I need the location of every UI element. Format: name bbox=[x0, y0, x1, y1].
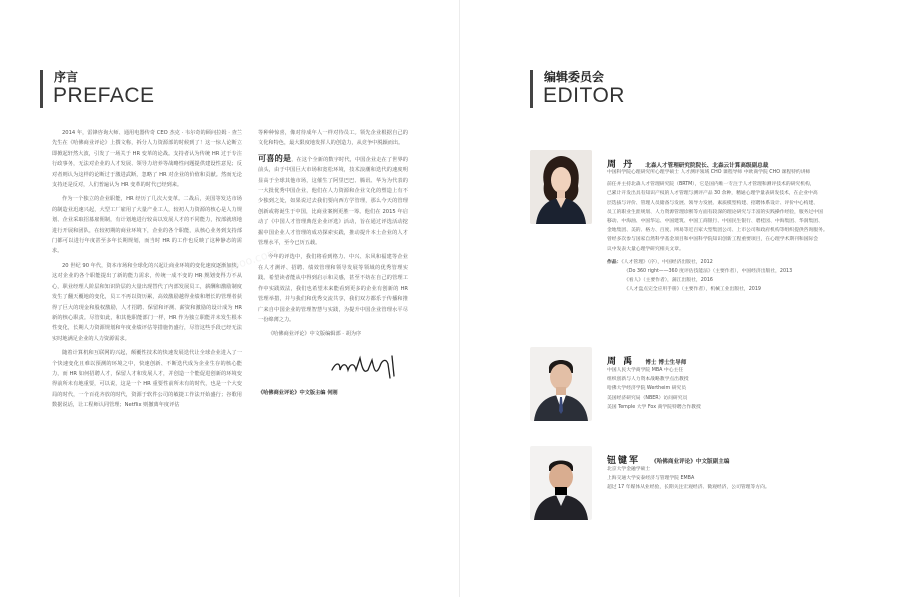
signature-caption: 《哈佛商业评论》中文版主编 何刚 bbox=[258, 389, 338, 396]
editor-member bbox=[530, 150, 910, 330]
bio-line: 组织创新与人力资本战略教学点出教授 bbox=[607, 377, 689, 383]
member-name: 周 禹 bbox=[607, 357, 635, 367]
editor-member bbox=[530, 446, 910, 526]
preface-paragraph: 等种种惊喜，像对待成年人一样对待员工。领先企业根据自己的文化和特色，最大限度地发挥人的创造力，从竞争中脱颖而出。 bbox=[258, 130, 408, 147]
bio-line: 移动、中海油、中国华运、中国建筑、中国工商银行、中国民生银行、碧桂园、中海集团、华润集团、 bbox=[607, 219, 823, 225]
member-title: 《哈佛商业评论》中文版副主编 bbox=[651, 459, 730, 465]
member-bio bbox=[607, 465, 912, 493]
member-title: 北森人才管理研究院院长、北森云计算高级副总裁 bbox=[645, 163, 769, 169]
works-item: 《Do 360 right——360 度评估技能法》（主要作者），中国经济出版社，2013 bbox=[624, 269, 793, 275]
member-photo bbox=[530, 446, 592, 520]
bio-line: 金地集团、美的、格力、百度、网易等近百家大型集团公司、上市公司和政府机构等组织提供咨询服务。 bbox=[607, 228, 828, 234]
preface-sign-note: 《哈佛商业评论》中文版编辑部 · 胡为序 bbox=[268, 331, 362, 338]
bio-line: 美国 Temple 大学 Fox 商学院特聘合作教授 bbox=[607, 404, 701, 410]
watermark: www.gooo.com bbox=[196, 245, 280, 284]
works-item: 《看人》（主要作者），蒲江出版社，2016 bbox=[624, 278, 713, 284]
bio-line: 员工的职业生涯规划、人力资源管理诊断等方面有较深的理论研究与丰富的实践操作经验，服务过中国 bbox=[607, 209, 823, 215]
works-item: 《人才盘点完全应用手册》（主要作者），机械工业出版社，2019 bbox=[624, 287, 761, 293]
bio-line: 已累计开发出具有知识产权的人才管理与测评产品 30 余种，精通心理学量表研发技术，在企业中高 bbox=[607, 191, 818, 197]
preface-paragraph: 20 世纪 90 年代，资本市场和全球化的兴起让商业环境的变化速度逐渐加快，这对企业的各个职能提出了新的能力需求，传统一成不变的 HR 规划变得力不从心，职业经理人阶层和知识阶层的大量出现替代了内部发展员工，薪酬和激励制度发生了翻天覆地的变化，员工不再以资历累，高效激励越得业绩和增长的管理者获得了巨大的现金和股权激励，人才招聘、保留和评测、薪资和激励的设计成为 HR 新的核心职责。尽管如此，和其他职能部门一样，HR 作为独立职能并未发生根本性变化，长期人力资源规划和年度业绩评估等措施仍盛行，尽管这些手段已经无法实时地满足企业的人力资源需求。 bbox=[52, 262, 242, 342]
editor-title-en: EDITOR bbox=[543, 84, 625, 107]
bio-line: 中国科学院心理研究所心理学硕士 人才测评领域 CHO 课程导师 中欧商学院 CHO 课程特约讲师 bbox=[607, 170, 811, 175]
works-label: 作品： bbox=[607, 259, 622, 265]
member-bio bbox=[607, 366, 912, 412]
bio-line: 北京大学金融学硕士 bbox=[607, 467, 651, 472]
preface-paragraph: 作为一个独立的企业职能，HR 经历了几次大变革。二战后，美国等发达市场的制造业迅速兴起，大型工厂雇用了大量产业工人，较初人力资源的核心是人力规划、企业采取招募雇佣制，有计划地进行较高以发展人才的不同能力，按部就班地进行开展和团队，在较初期的商业环境下，企业的各个职能，从核心业务到支持部门都可以进行年度甚至多年长期规划，而当时 HR 的工作也反映了这种静态的需求。 bbox=[52, 196, 242, 255]
handwritten-signature bbox=[328, 348, 408, 382]
preface-lead-paragraph bbox=[258, 153, 408, 249]
editor-title-cn: 编辑委员会 bbox=[544, 70, 605, 84]
heading-accent-bar bbox=[40, 70, 43, 108]
preface-title-cn: 序言 bbox=[54, 70, 79, 84]
preface-title-en: PREFACE bbox=[53, 84, 155, 107]
editor-page bbox=[460, 0, 920, 597]
editor-member bbox=[530, 347, 910, 427]
member-works bbox=[607, 258, 912, 295]
heading-accent-bar bbox=[530, 70, 533, 108]
member-name: 周 丹 bbox=[607, 160, 635, 170]
member-bio bbox=[607, 168, 912, 295]
works-item: 《人才管理》（序），中国经济出版社，2012 bbox=[621, 259, 713, 265]
bio-line: 超过 17 年媒体从业经验，长期关注宏观经济、微观经济，公司管理等方向。 bbox=[607, 485, 770, 491]
member-name: 钮键军 bbox=[607, 456, 641, 466]
preface-paragraph: 随着计算机和互联网的兴起，颠覆性技术的快速发展迭代让全球企业进入了一个快速变化且难以预测的环境之中，快速创新、不断迭代成为企业生存的核心能力，而 HR 如何招聘人才，保留人才和发展人才，并创造一个能促进创新的环境变得前所未有地重要，可以说，这是一个 HR 重要性前所未有的时代，也是一个大变局的时代，一个百花齐放的时代，资源于软件公司的敏捷工作法开始盛行；谷歌用数据说话，让工程师认同管理；Netflix 则撤离年度评估 bbox=[52, 350, 242, 409]
member-photo bbox=[530, 347, 592, 421]
bio-line: 层选拔与评价、管理人员储备与发展、领导力发展、素质模型构建、招聘体系设计、评价中心构建、 bbox=[607, 200, 819, 206]
member-photo bbox=[530, 150, 592, 224]
bio-line: 前任并主持北森人才管理研究院（BRTM），它是国内唯一专注于人才管理和测评技术的研究机构， bbox=[607, 182, 815, 188]
bio-line: 中国人民大学商学院 MBA 中心主任 bbox=[607, 368, 684, 373]
bio-line: 上海交通大学安泰经济与管理学院 EMBA bbox=[607, 476, 695, 482]
preface-column-2 bbox=[258, 128, 408, 398]
preface-lead-text: ，在这个全新的数字时代，中国企业走在了世界的前头，由于中国巨大市场和宽松环境，技术浪潮和迭代的速度明显高于全球其他市场，这催生了阿里巴巴、腾讯、华为为代表的一大批优秀中国企业，他们在人力资源和企业文化的塑造上有不少独到之处，如果说过去我们要向西方学管理，那么今天的管理创新或将诞生于中国，比商业案例更胜一筹。他们在 2015 年启动了《中国人才管理典范企业评选》活动，旨在通过评选活动挖掘中国企业人才管理的成功探索实践，推动提升本土企业的人才管理水平，至今已历五载。 bbox=[258, 156, 408, 247]
bio-line: 美国经济研究局（NBER）访问研究员 bbox=[607, 395, 688, 401]
preface-lead-phrase: 可喜的是 bbox=[258, 152, 292, 163]
bio-line: 哈佛大学经济学院 Wertheim 研究员 bbox=[607, 386, 687, 392]
bio-line: 曾经多次参与国家自然科学基金项目和中国科学院知识创新工程重要项目，在心理学术期刊和国际会 bbox=[607, 237, 819, 243]
preface-paragraph: 2014 年，雷锋咨询大师、通用电器传奇 CEO 杰克 · 韦尔奇的顾问拉姆 · 查兰先生在《哈佛商业评论》上撰文称，拆分人力资源部的时候到了！这一惊人论断立即掀起轩然大波，引发了一场关于 HR 变革的论战。支持者认为传统 HR 过于专注行政事务，无法对企业的人才发展、领导力培养等战略性问题提供建设性意见；反对者则认为这样的论断过于激进武断，忽略了 HR 对企业的价值和贡献。然而无论支持还是反对，人们普遍认为 HR 变革的时代已经到来。 bbox=[52, 130, 242, 189]
member-title: 博士 博士生导师 bbox=[645, 360, 687, 366]
preface-paragraph: 今年的评选中，我们将看到格力、中兴、东风和福建等企业在人才测评、招聘、绩效管理和领导发展等领域的优秀管理实践。希望读者能从中得到启示和灵感，甚至不妨在自己的管理工作中实践效法，我们也希望未来能看到更多的企业有创新的 HR 管理举措，并与我们和优秀交流共享，我们双方都乐于传播和推广来自中国企业的管理智慧与实践，为提升中国企业管理水平尽一份绵薄之力。 bbox=[258, 254, 408, 323]
bio-line: 议中发表大量心理学研究相关文章。 bbox=[607, 246, 684, 252]
